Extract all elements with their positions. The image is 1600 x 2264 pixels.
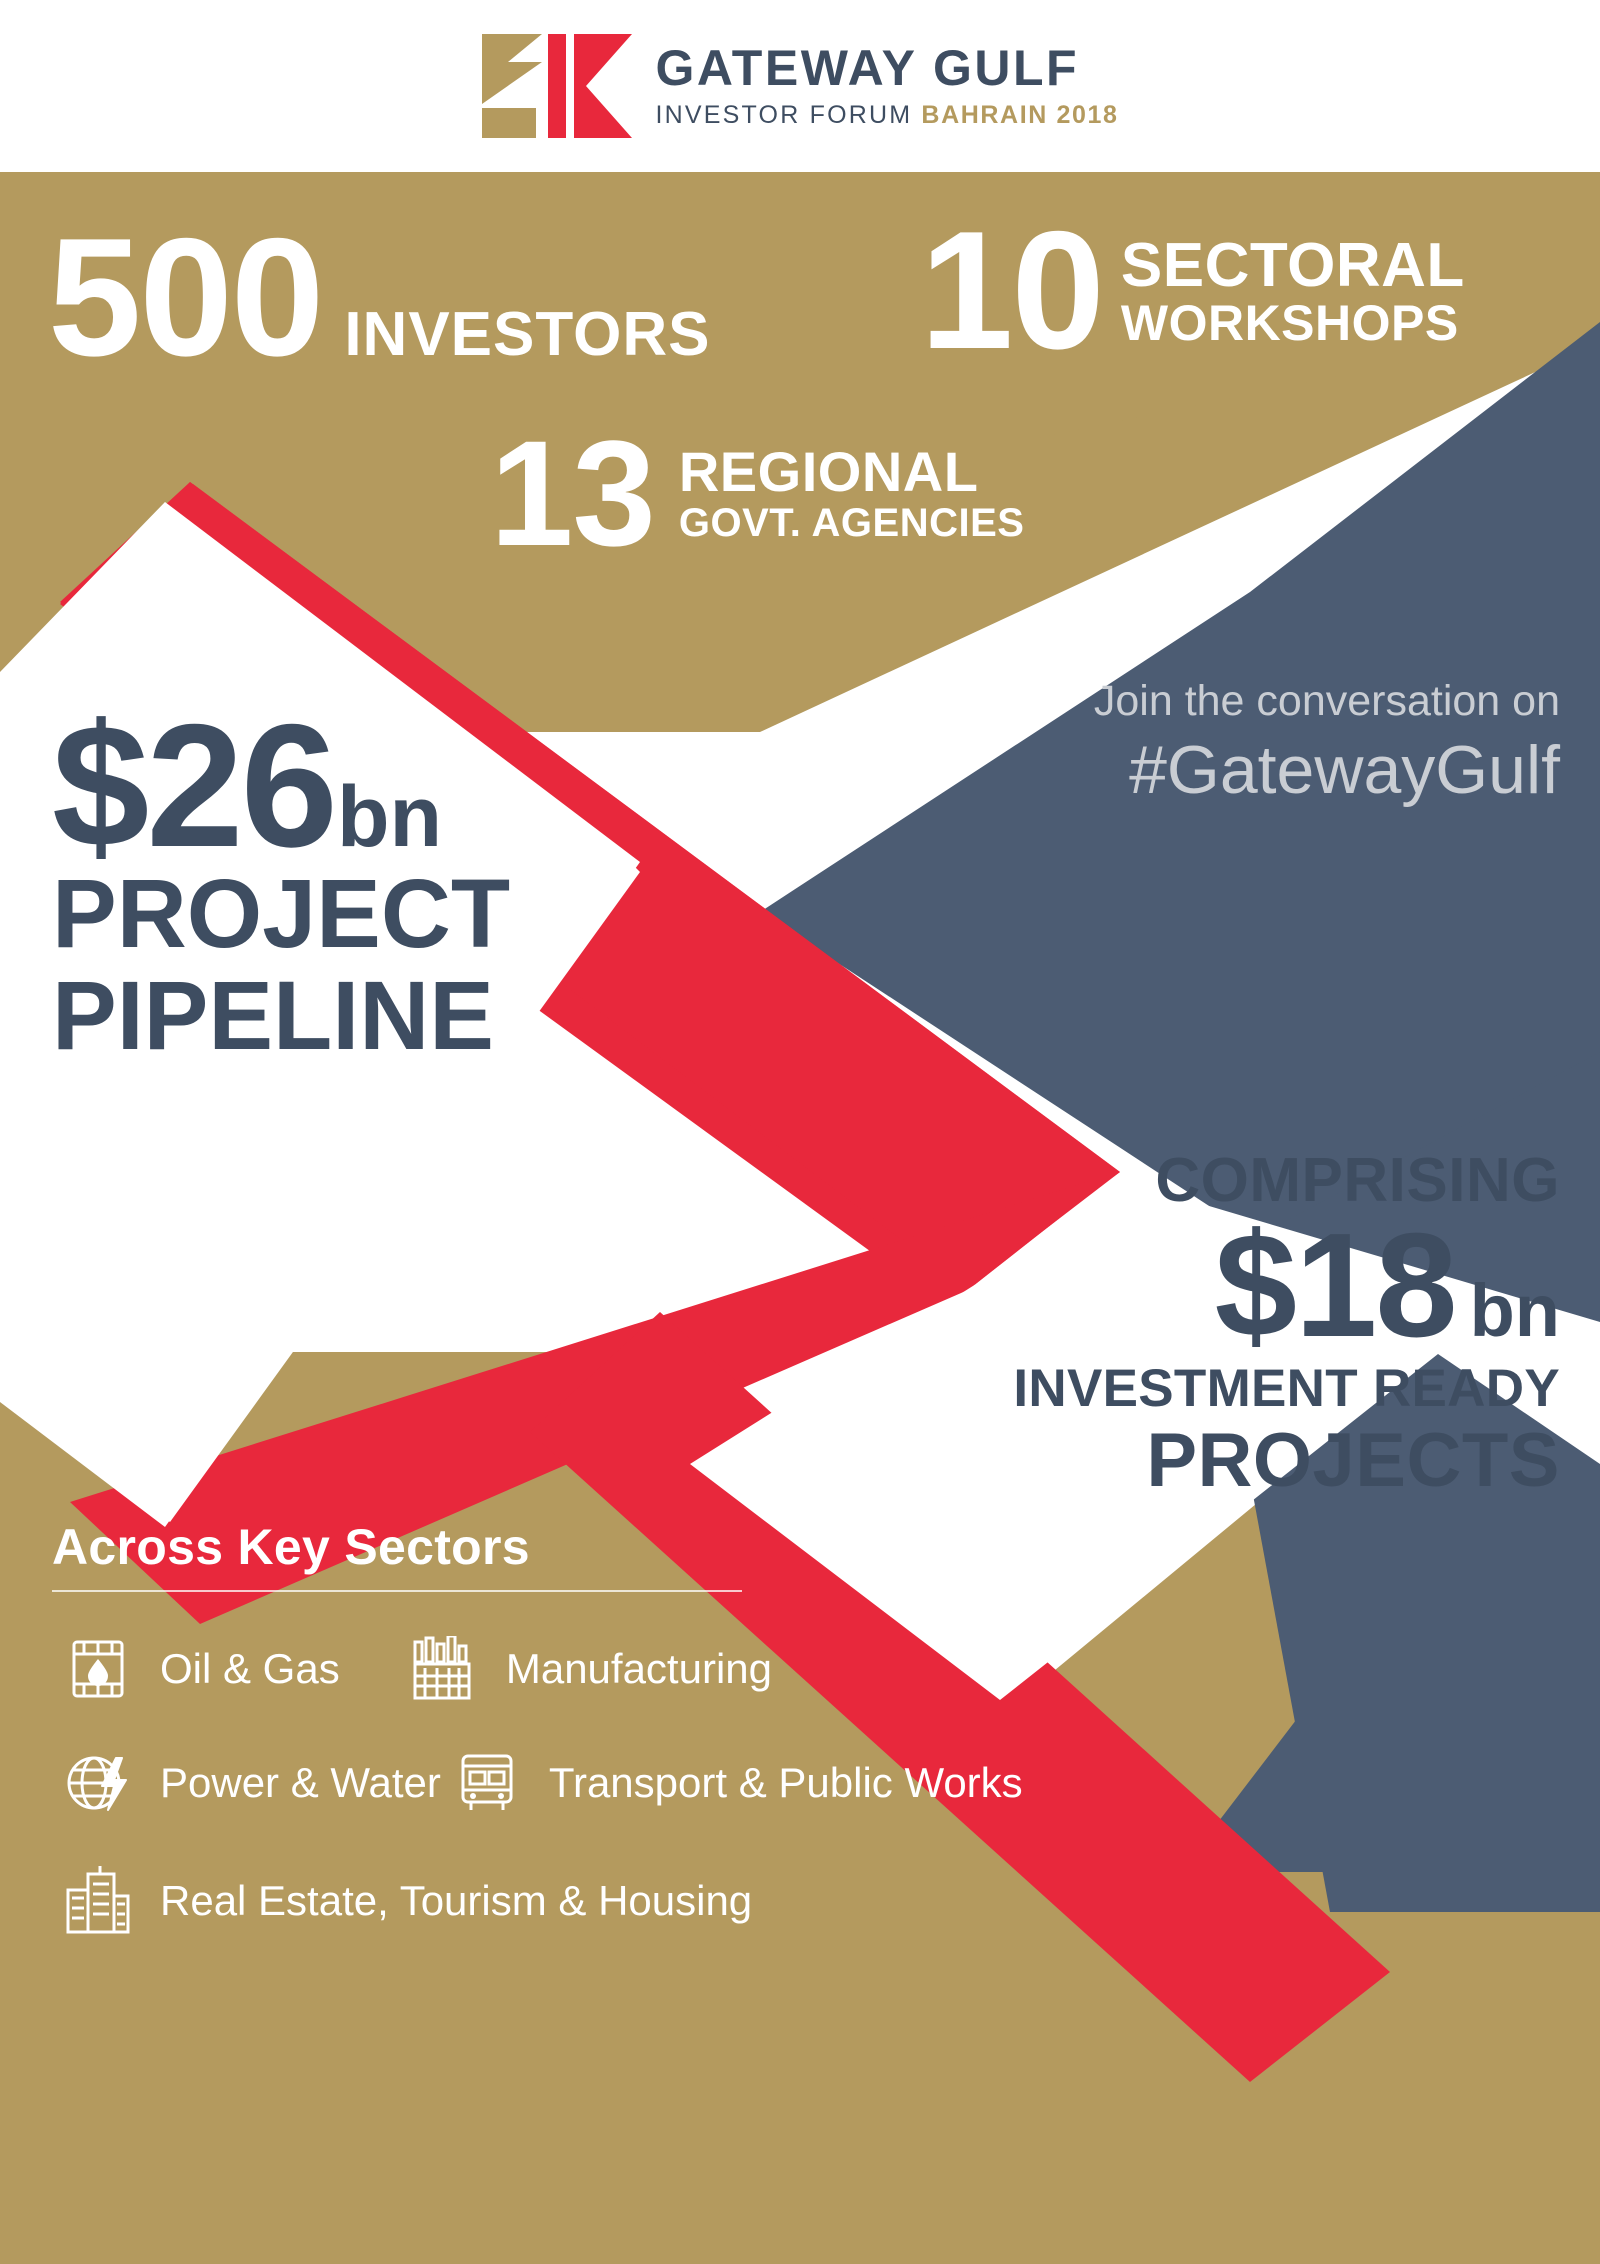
- pipeline-currency: $: [52, 689, 147, 884]
- comprising-amount: 18: [1294, 1203, 1456, 1368]
- stat-agencies: [490, 409, 1025, 577]
- sector-row: [52, 1864, 772, 1938]
- sector-row: [52, 1636, 772, 1702]
- logo-text: [656, 42, 1119, 130]
- pipeline-amount-row: [52, 689, 510, 884]
- sector-label: Real Estate, Tourism & Housing: [160, 1877, 753, 1924]
- sector-label: Oil & Gas: [160, 1645, 340, 1692]
- sector-label: Manufacturing: [505, 1645, 772, 1692]
- pipeline-unit: bn: [336, 769, 443, 865]
- stat-agencies-number: 13: [490, 409, 655, 577]
- social-callout: [900, 676, 1560, 813]
- comprising-currency: $: [1214, 1203, 1295, 1368]
- social-prompt: Join the conversation on: [1093, 677, 1560, 725]
- pipeline-amount: 26: [146, 689, 335, 884]
- buildings-icon: [52, 1864, 144, 1938]
- sector-row: [52, 1750, 1023, 1816]
- comprising-unit: bn: [1469, 1269, 1560, 1352]
- sector-item-transport: [441, 1750, 1023, 1816]
- sectors-divider: [52, 1590, 742, 1592]
- stat-investors-number: 500: [48, 203, 323, 391]
- sector-item-oil-gas: [52, 1636, 398, 1702]
- pipeline-label-line2: PIPELINE: [52, 960, 494, 1070]
- comprising-label-line2: INVESTMENT READY: [1013, 1359, 1560, 1418]
- sectors-section: [52, 1518, 1023, 1986]
- oil-barrel-icon: [52, 1636, 144, 1702]
- stat-agencies-label-line2: GOVT. AGENCIES: [678, 501, 1025, 545]
- project-pipeline-stat: [52, 689, 511, 1070]
- stat-workshops-label-line2: WORKSHOPS: [1120, 294, 1459, 351]
- comprising-amount-row: [860, 1203, 1560, 1368]
- sector-label: Transport & Public Works: [548, 1759, 1023, 1806]
- stat-workshops-labels: [1120, 231, 1465, 351]
- sector-item-power-water: [52, 1750, 441, 1816]
- sector-label: Power & Water: [160, 1759, 441, 1806]
- stat-workshops-number: 10: [920, 196, 1103, 384]
- stat-agencies-labels: [678, 440, 1025, 546]
- comprising-label-line3: PROJECTS: [1146, 1418, 1560, 1504]
- logo-subtitle-main: INVESTOR FORUM: [655, 100, 913, 129]
- bus-icon: [441, 1750, 533, 1816]
- social-hashtag[interactable]: #GatewayGulf: [1129, 731, 1560, 808]
- sector-item-manufacturing: [398, 1636, 772, 1702]
- stat-workshops-label-line1: SECTORAL: [1120, 231, 1465, 300]
- sectors-grid: [52, 1636, 1023, 1938]
- sector-item-real-estate: [52, 1864, 752, 1938]
- stat-investors-label: INVESTORS: [344, 300, 711, 369]
- sectors-heading: Across Key Sectors: [52, 1519, 530, 1575]
- pipeline-label-line1: PROJECT: [52, 858, 511, 968]
- stat-workshops: [920, 196, 1465, 384]
- stat-agencies-label-line1: REGIONAL: [678, 440, 979, 503]
- gateway-gulf-logo-icon: [482, 30, 634, 142]
- investment-ready-stat: [860, 1146, 1560, 1504]
- factory-icon: [398, 1636, 490, 1702]
- stat-investors: [48, 203, 711, 391]
- logo-subtitle: [656, 101, 1119, 130]
- comprising-lead: COMPRISING: [1155, 1146, 1560, 1215]
- logo-title: GATEWAY GULF: [655, 40, 1080, 97]
- logo-subtitle-accent: BAHRAIN 2018: [921, 100, 1119, 129]
- globe-bolt-icon: [52, 1750, 144, 1816]
- logo: [482, 30, 1119, 142]
- poster-header: [0, 0, 1600, 172]
